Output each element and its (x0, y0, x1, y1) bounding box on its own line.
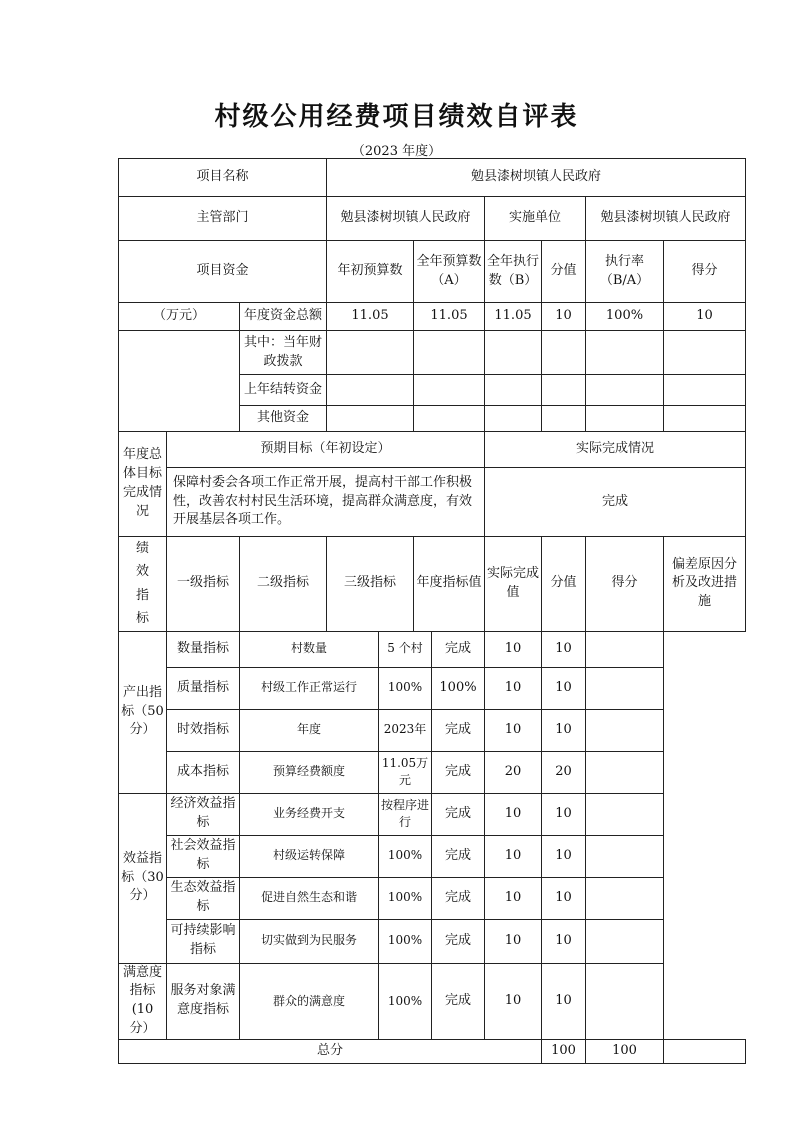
indicator-actual: 完成 (432, 709, 485, 751)
indicator-score: 10 (542, 919, 586, 963)
goals-actual-text: 完成 (485, 468, 746, 537)
indicator-actual: 完成 (432, 919, 485, 963)
funds-row-label: 上年结转资金 (240, 375, 327, 406)
funds-cell (664, 331, 746, 375)
funds-header-score-value: 分值 (542, 241, 586, 303)
goals-actual-header: 实际完成情况 (485, 432, 746, 468)
total-value: 100 (542, 1039, 586, 1063)
funds-cell (327, 406, 414, 432)
indicator-actual: 完成 (432, 835, 485, 877)
indicator-score: 10 (542, 667, 586, 709)
funds-cell (586, 375, 664, 406)
indicator-level2: 质量指标 (167, 667, 240, 709)
header-level3: 三级指标 (327, 537, 414, 632)
project-name-label: 项目名称 (119, 159, 327, 197)
indicator-score-value: 10 (485, 709, 542, 751)
indicator-score: 20 (542, 751, 586, 793)
department-value: 勉县漆树坝镇人民政府 (327, 197, 485, 241)
funds-cell: 11.05 (485, 303, 542, 331)
indicator-score: 10 (542, 963, 586, 1039)
funds-row-label: 其中：当年财政拨款 (240, 331, 327, 375)
indicator-level2: 生态效益指标 (167, 877, 240, 919)
indicator-target: 5 个村 (379, 631, 432, 667)
indicator-reason (586, 751, 664, 793)
funds-header-budget: 全年预算数（A） (414, 241, 485, 303)
indicator-score-value: 10 (485, 963, 542, 1039)
indicator-level2: 社会效益指标 (167, 835, 240, 877)
total-label: 总分 (119, 1039, 542, 1063)
indicator-score: 10 (542, 709, 586, 751)
funds-cell (327, 331, 414, 375)
department-label: 主管部门 (119, 197, 327, 241)
funds-header-exec: 全年执行数（B） (485, 241, 542, 303)
implementer-value: 勉县漆树坝镇人民政府 (586, 197, 746, 241)
project-name-value: 勉县漆树坝镇人民政府 (327, 159, 746, 197)
funds-header-score: 得分 (664, 241, 746, 303)
header-score-value: 分值 (542, 537, 586, 632)
funds-cell: 11.05 (414, 303, 485, 331)
funds-unit-blank (119, 331, 240, 432)
header-reason: 偏差原因分析及改进措施 (664, 537, 746, 632)
indicator-reason (586, 963, 664, 1039)
indicator-level2: 成本指标 (167, 751, 240, 793)
header-target: 年度指标值 (414, 537, 485, 632)
funds-cell (542, 331, 586, 375)
indicator-score-value: 10 (485, 919, 542, 963)
indicator-reason (586, 709, 664, 751)
funds-cell (485, 406, 542, 432)
indicator-reason (586, 835, 664, 877)
header-level1: 一级指标 (167, 537, 240, 632)
indicator-target: 100% (379, 877, 432, 919)
indicator-reason (586, 631, 664, 667)
indicator-group-label: 产出指标（50 分） (119, 631, 167, 793)
funds-cell (414, 406, 485, 432)
funds-cell (542, 406, 586, 432)
funds-label: 项目资金 (119, 241, 327, 303)
indicator-group-label: 效益指标（30 分） (119, 793, 167, 963)
indicator-level3: 村数量 (240, 631, 379, 667)
indicator-level2: 经济效益指标 (167, 793, 240, 835)
indicator-level3: 促进自然生态和谐 (240, 877, 379, 919)
indicator-level3: 村级工作正常运行 (240, 667, 379, 709)
indicator-score-value: 10 (485, 667, 542, 709)
header-level2: 二级指标 (240, 537, 327, 632)
indicator-reason (586, 877, 664, 919)
indicator-level3: 预算经费额度 (240, 751, 379, 793)
header-score: 得分 (586, 537, 664, 632)
indicator-score-value: 20 (485, 751, 542, 793)
funds-cell (542, 375, 586, 406)
indicator-group-label: 满意度指标(10 分） (119, 963, 167, 1039)
funds-cell (586, 331, 664, 375)
indicator-score-value: 10 (485, 877, 542, 919)
indicator-target: 2023年 (379, 709, 432, 751)
funds-cell (414, 331, 485, 375)
indicator-target: 100% (379, 919, 432, 963)
total-score: 100 (586, 1039, 664, 1063)
funds-cell (664, 375, 746, 406)
indicator-score-value: 10 (485, 835, 542, 877)
goals-expected-text: 保障村委会各项工作正常开展，提高村干部工作积极性，改善农村村民生活环境，提高群众满意度，有效开展基层各项工作。 (167, 468, 485, 537)
indicator-level3: 切实做到为民服务 (240, 919, 379, 963)
funds-row-label: 其他资金 (240, 406, 327, 432)
funds-header-initial: 年初预算数 (327, 241, 414, 303)
funds-cell: 10 (664, 303, 746, 331)
indicator-score: 10 (542, 835, 586, 877)
indicator-score: 10 (542, 877, 586, 919)
funds-cell: 100% (586, 303, 664, 331)
indicator-level2: 数量指标 (167, 631, 240, 667)
indicator-actual: 完成 (432, 963, 485, 1039)
funds-cell (485, 375, 542, 406)
indicator-score: 10 (542, 793, 586, 835)
year-subtitle: （2023 年度） (351, 144, 442, 159)
implementer-label: 实施单位 (485, 197, 586, 241)
indicator-score: 10 (542, 631, 586, 667)
indicator-level3: 业务经费开支 (240, 793, 379, 835)
indicator-actual: 完成 (432, 631, 485, 667)
indicator-level3: 群众的满意度 (240, 963, 379, 1039)
indicator-reason (586, 919, 664, 963)
goals-side-label: 年度总体目标完成情况 (119, 432, 167, 537)
indicator-reason (586, 667, 664, 709)
total-blank (664, 1039, 746, 1063)
indicator-actual: 完成 (432, 751, 485, 793)
indicator-reason (586, 793, 664, 835)
indicator-score-value: 10 (485, 631, 542, 667)
funds-unit: （万元） (119, 303, 240, 331)
indicator-score-value: 10 (485, 793, 542, 835)
funds-cell (586, 406, 664, 432)
indicator-actual: 完成 (432, 877, 485, 919)
header-actual: 实际完成值 (485, 537, 542, 632)
funds-cell: 10 (542, 303, 586, 331)
indicator-target: 100% (379, 667, 432, 709)
indicator-target: 11.05万元 (379, 751, 432, 793)
indicator-level2: 可持续影响指标 (167, 919, 240, 963)
goals-expected-header: 预期目标（年初设定） (167, 432, 485, 468)
funds-cell: 11.05 (327, 303, 414, 331)
indicator-target: 100% (379, 963, 432, 1039)
funds-cell (485, 331, 542, 375)
indicator-target: 按程序进行 (379, 793, 432, 835)
page-title: 村级公用经费项目绩效自评表 (214, 102, 579, 132)
indicator-level2: 服务对象满意度指标 (167, 963, 240, 1039)
funds-cell (327, 375, 414, 406)
indicator-level3: 村级运转保障 (240, 835, 379, 877)
funds-header-rate: 执行率（B/A） (586, 241, 664, 303)
indicators-side-label: 绩 效 指 标 (119, 537, 167, 632)
indicator-actual: 完成 (432, 793, 485, 835)
indicator-target: 100% (379, 835, 432, 877)
indicator-level2: 时效指标 (167, 709, 240, 751)
funds-cell (414, 375, 485, 406)
evaluation-table (118, 158, 746, 1064)
indicator-actual: 100% (432, 667, 485, 709)
funds-row-label: 年度资金总额 (240, 303, 327, 331)
funds-cell (664, 406, 746, 432)
indicator-level3: 年度 (240, 709, 379, 751)
